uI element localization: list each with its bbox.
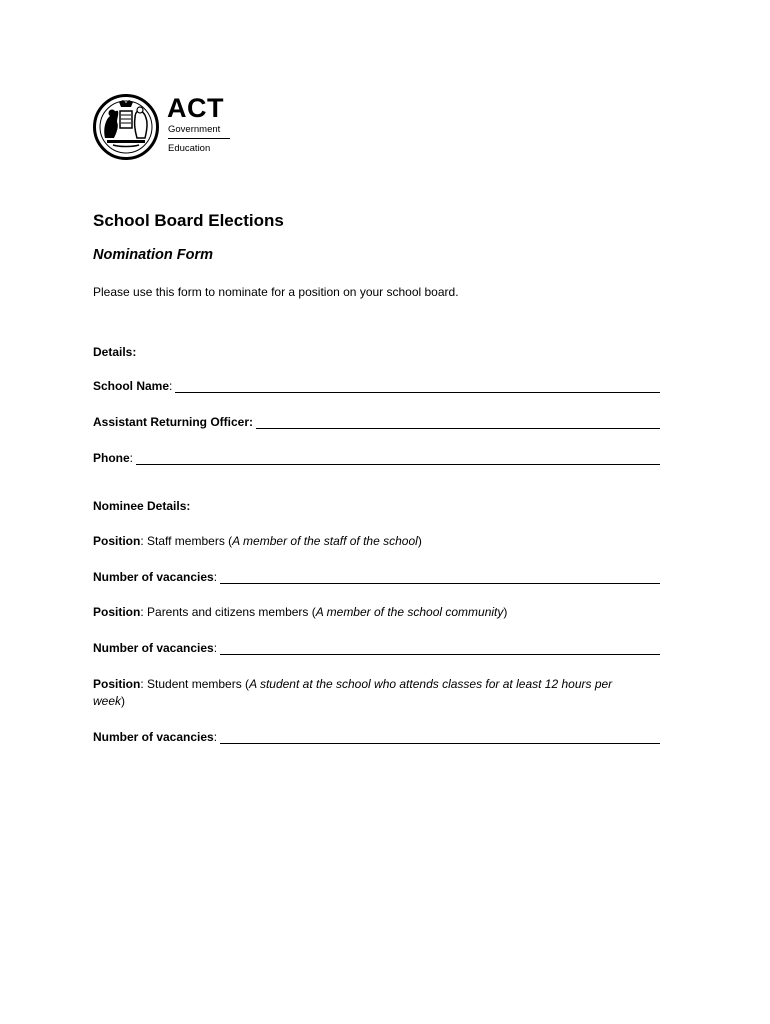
position-description: A student at the school who attends classes for at least 12 hours per week (93, 677, 613, 708)
position-close: ) (503, 605, 508, 619)
act-government-logo (93, 94, 243, 160)
form-subtitle: Nomination Form (93, 247, 214, 263)
phone-label: Phone (93, 451, 130, 465)
assistant-returning-officer-field[interactable] (256, 415, 660, 429)
phone-row (93, 450, 660, 466)
vacancies-colon: : (213, 730, 218, 744)
details-heading: Details: (93, 345, 137, 359)
staff-vacancies-field[interactable] (220, 570, 660, 584)
position-close: ) (121, 694, 126, 708)
position-student (93, 676, 633, 710)
position-description: A member of the staff of the school (232, 534, 418, 548)
position-name: : Staff members ( (140, 534, 233, 548)
student-vacancies-field[interactable] (220, 730, 660, 744)
logo-act-text: ACT (167, 93, 224, 123)
page-title: School Board Elections (93, 211, 284, 230)
position-label: Position (93, 605, 141, 619)
vacancies-label: Number of vacancies (93, 570, 214, 584)
position-close: ) (417, 534, 422, 548)
position-description: A member of the school community (315, 605, 504, 619)
assistant-returning-officer-label: Assistant Returning Officer: (93, 415, 254, 429)
student-vacancies-row (93, 729, 660, 745)
position-parents (93, 604, 653, 621)
staff-vacancies-row (93, 569, 660, 585)
position-name: : Student members ( (140, 677, 250, 691)
vacancies-colon: : (213, 570, 218, 584)
school-name-field[interactable] (175, 379, 660, 393)
coat-of-arms-icon (93, 94, 159, 160)
logo-education-text: Education (168, 143, 211, 154)
parents-vacancies-row (93, 640, 660, 656)
phone-colon: : (129, 451, 134, 465)
vacancies-label: Number of vacancies (93, 730, 214, 744)
position-label: Position (93, 677, 141, 691)
intro-text: Please use this form to nominate for a position on your school board. (93, 285, 459, 299)
position-name: : Parents and citizens members ( (140, 605, 316, 619)
position-label: Position (93, 534, 141, 548)
logo-divider (168, 138, 230, 139)
logo-government-text: Government (168, 124, 221, 135)
position-staff (93, 533, 653, 550)
vacancies-colon: : (213, 641, 218, 655)
nominee-details-heading: Nominee Details: (93, 499, 191, 513)
vacancies-label: Number of vacancies (93, 641, 214, 655)
school-name-row (93, 378, 660, 394)
school-name-label: School Name (93, 379, 170, 393)
phone-field[interactable] (136, 451, 660, 465)
assistant-returning-officer-row (93, 414, 660, 430)
school-name-colon: : (169, 379, 173, 393)
parents-vacancies-field[interactable] (220, 641, 660, 655)
